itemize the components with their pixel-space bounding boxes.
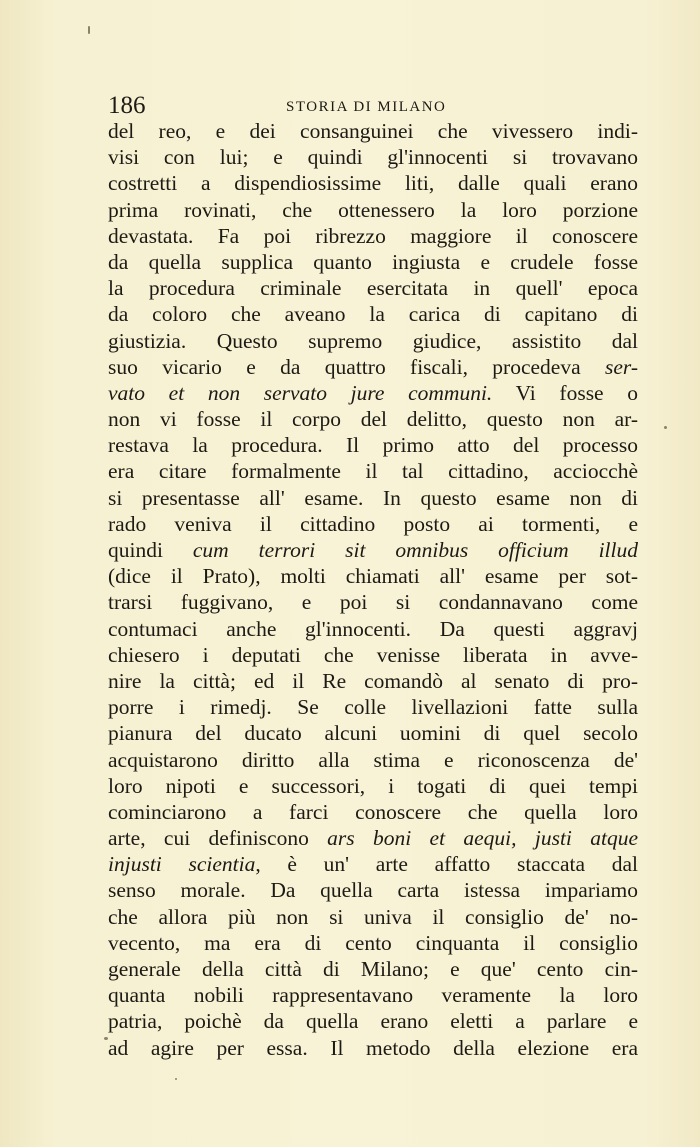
text-span: ad agire per essa. Il metodo della elezione era [108,1035,638,1060]
text-line [108,118,638,144]
text-line [108,773,638,799]
text-line [108,223,638,249]
text-line [108,982,638,1008]
text-span: devastata. Fa poi ribrezzo maggiore il conoscere [108,223,638,248]
text-line [108,432,638,458]
italic-latin-phrase: cum terrori sit omnibus officium illud [192,538,638,562]
text-span: prima rovinati, che ottenessero la loro porzione [108,197,638,222]
text-span: cominciarono a farci conoscere che quella loro [108,799,638,824]
text-line [108,458,638,484]
text-span: contumaci anche gl'innocenti. Da questi aggravj [108,616,638,641]
text-span: si presentasse all' esame. In questo esame non di [108,485,638,510]
text-span: era citare formalmente il tal cittadino, acciocchè [108,459,638,484]
text-line [108,851,638,877]
text-line [108,1035,638,1061]
text-line [108,511,638,537]
text-span: restava la procedura. Il primo atto del processo [108,433,638,458]
text-line [108,747,638,773]
text-line [108,354,638,380]
text-span: patria, poichè da quella erano eletti a parlare e [108,1009,638,1034]
italic-latin-phrase: vato et non servato jure communi. [108,380,493,405]
text-span: trarsi fuggivano, e poi si condannavano come [108,590,638,615]
text-span: quindi [108,538,193,562]
text-line [108,825,638,851]
text-span: pianura del ducato alcuni uomini di quel secolo [108,721,638,746]
text-span: del reo, e dei consanguinei che vivessero indi- [108,119,638,143]
text-span: non vi fosse il corpo del delitto, questo non ar- [108,407,638,432]
text-line [108,720,638,746]
text-line [108,197,638,223]
text-line [108,616,638,642]
text-span: , è un' arte affatto staccata dal [255,852,638,877]
page-header [108,93,638,119]
text-line [108,956,638,982]
text-line [108,930,638,956]
page-number: 186 [108,92,146,119]
text-span: che allora più non si univa il consiglio de' no- [108,904,638,929]
text-span: porre i rimedj. Se colle livellazioni fatte sulla [108,695,638,720]
text-span: rado veniva il cittadino posto ai tormenti, e [108,511,638,536]
text-line [108,301,638,327]
text-span: da quella supplica quanto ingiusta e crudele fosse [108,249,638,274]
text-line [108,589,638,615]
italic-latin-phrase: ser- [604,354,638,379]
text-line [108,485,638,511]
italic-latin-phrase: injusti scientia [108,852,256,877]
text-span: chiesero i deputati che venisse liberata in avve- [108,642,638,667]
text-span: suo vicario e da quattro fiscali, procedeva [108,354,605,379]
text-span: Vi fosse o [492,380,638,405]
text-line [108,328,638,354]
text-line [108,249,638,275]
text-line [108,563,638,589]
text-line [108,904,638,930]
text-span: visi con lui; e quindi gl'innocenti si trovavano [108,145,638,170]
text-span: da coloro che aveano la carica di capitano di [108,302,638,327]
italic-latin-phrase: ars boni et aequi, justi atque [327,826,638,851]
text-span: acquistarono diritto alla stima e riconoscenza de' [108,747,638,772]
text-span: costretti a dispendiosissime liti, dalle quali erano [108,171,638,196]
text-line [108,170,638,196]
text-line [108,694,638,720]
text-span: vecento, ma era di cento cinquanta il consiglio [108,930,638,955]
text-line [108,144,638,170]
text-span: generale della città di Milano; e que' cento cin- [108,957,638,981]
text-line [108,877,638,903]
text-span: senso morale. Da quella carta istessa impariamo [108,878,638,903]
text-line [108,642,638,668]
text-span: quanta nobili rappresentavano veramente la loro [108,983,638,1008]
text-span: giustizia. Questo supremo giudice, assistito dal [108,328,638,353]
text-span: arte, cui definiscono [108,826,328,851]
text-span: loro nipoti e successori, i togati di quei tempi [108,773,638,798]
text-line [108,380,638,406]
text-line [108,537,638,563]
body-text [108,118,638,1061]
running-head: STORIA DI MILANO [286,99,447,115]
text-line [108,1008,638,1034]
text-span: (dice il Prato), molti chiamati all' esame per sot- [108,564,638,589]
text-line [108,275,638,301]
text-line [108,406,638,432]
text-span: la procedura criminale esercitata in quell' epoca [108,276,638,301]
text-line [108,799,638,825]
text-line [108,668,638,694]
text-span: nire la città; ed il Re comandò al senato di pro- [108,668,638,693]
